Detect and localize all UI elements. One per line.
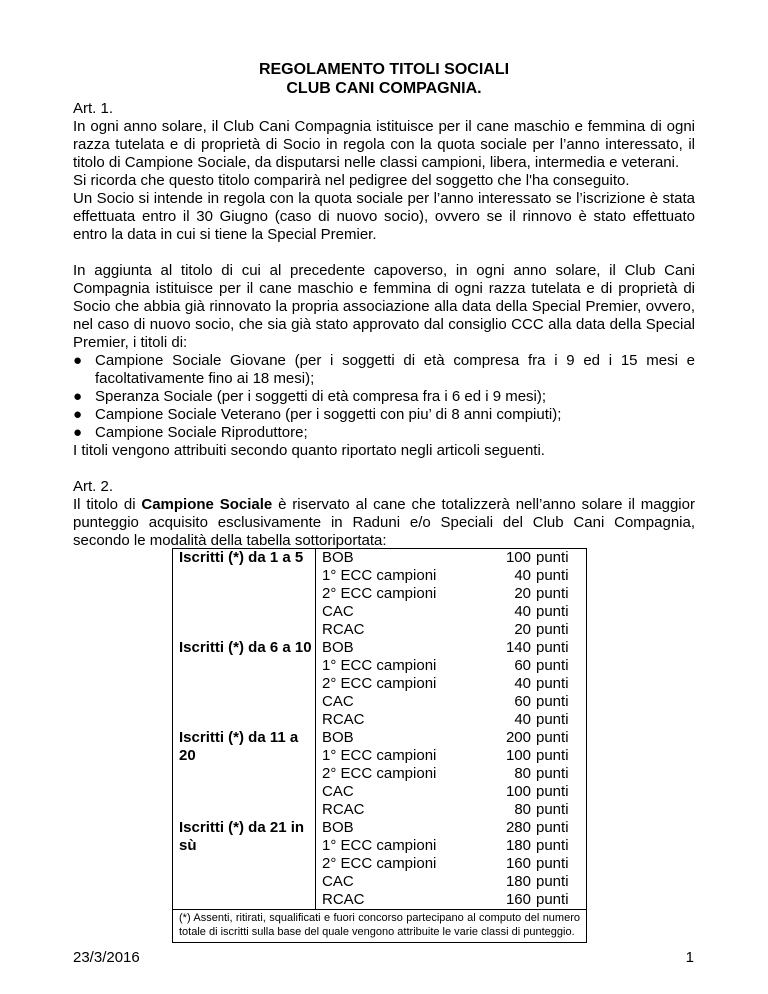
unit: punti [536, 819, 569, 836]
award-points: 160 [505, 891, 531, 908]
group-label: Iscritti (*) da 6 a 10 [173, 639, 316, 729]
award-name: BOB [322, 639, 354, 656]
group-label: Iscritti (*) da 21 in sù [173, 819, 316, 909]
table-group [173, 549, 586, 639]
unit: punti [536, 711, 569, 728]
unit: punti [536, 783, 569, 800]
bullet-icon: ● [73, 406, 83, 423]
table-row [322, 585, 586, 603]
table-row [322, 801, 586, 819]
award-points: 200 [505, 729, 531, 746]
table-row [322, 603, 586, 621]
table-row [322, 729, 586, 747]
award-name: 1° ECC campioni [322, 567, 437, 584]
list-item [73, 352, 695, 388]
award-points: 140 [505, 639, 531, 656]
unit: punti [536, 621, 569, 638]
table-row [322, 693, 586, 711]
art2-text-pre: Il titolo di [73, 496, 142, 513]
award-points: 100 [505, 783, 531, 800]
art1-paragraph-4: In aggiunta al titolo di cui al precedente capoverso, in ogni anno solare, il Club Cani Compagnia istituisce per il cane maschio e femmina di ogni razza tutelata e di proprietà di Socio che abbia già rinnovato la propria associazione alla data della Special Premier, ovvero, nel caso di nuovo socio, che sia già stato approvato dal consiglio CCC alla data della Special Premier, i titoli di: [73, 262, 695, 351]
award-name: CAC [322, 873, 354, 890]
title-list [73, 352, 695, 442]
title-line-1: REGOLAMENTO TITOLI SOCIALI [258, 61, 510, 78]
art1-heading: Art. 1. [73, 100, 114, 117]
award-name: 2° ECC campioni [322, 855, 437, 872]
footer-date: 23/3/2016 [73, 949, 140, 966]
award-points: 100 [505, 549, 531, 566]
award-points: 280 [505, 819, 531, 836]
unit: punti [536, 657, 569, 674]
unit: punti [536, 837, 569, 854]
table-row [322, 855, 586, 873]
award-points: 20 [514, 621, 531, 638]
award-points: 60 [514, 693, 531, 710]
award-points: 40 [514, 711, 531, 728]
unit: punti [536, 765, 569, 782]
award-name: CAC [322, 693, 354, 710]
table-group [173, 819, 586, 909]
award-points: 20 [514, 585, 531, 602]
art2-text-bold: Campione Sociale [141, 496, 273, 513]
art2-paragraph-1 [73, 496, 695, 550]
art1-paragraph-3: Un Socio si intende in regola con la quota sociale per l’anno interessato se l’iscrizione è stata effettuata entro il 30 Giugno (caso di nuovo socio), ovvero se il rinnovo è stato effettuato entro la data in cui si tiene la Special Premier. [73, 190, 695, 243]
award-points: 80 [514, 765, 531, 782]
bullet-icon: ● [73, 388, 83, 405]
award-points: 80 [514, 801, 531, 818]
document-body [73, 60, 695, 550]
unit: punti [536, 585, 569, 602]
unit: punti [536, 567, 569, 584]
award-name: 1° ECC campioni [322, 747, 437, 764]
table-row [322, 837, 586, 855]
page-number: 1 [685, 949, 694, 966]
table-row [322, 639, 586, 657]
award-name: 1° ECC campioni [322, 837, 437, 854]
title-line-2: CLUB CANI COMPAGNIA. [286, 80, 482, 97]
unit: punti [536, 801, 569, 818]
art2-heading: Art. 2. [73, 478, 114, 495]
award-name: RCAC [322, 801, 365, 818]
art2-text-post: è riservato al cane che totalizzerà nell’anno solare il maggior punteggio acquisito esclusivamente in Raduni e/o Speciali del Club Cani Compagnia, secondo le modalità della tabella sottoriportata: [73, 496, 695, 549]
unit: punti [536, 693, 569, 710]
table-row [322, 747, 586, 765]
bullet-icon: ● [73, 352, 83, 369]
group-label: Iscritti (*) da 1 a 5 [173, 549, 316, 639]
list-item [73, 424, 695, 442]
award-points: 180 [505, 837, 531, 854]
award-name: 2° ECC campioni [322, 675, 437, 692]
points-table [172, 548, 587, 943]
table-row [322, 657, 586, 675]
table-group [173, 639, 586, 729]
list-item [73, 406, 695, 424]
award-name: BOB [322, 819, 354, 836]
award-points: 100 [505, 747, 531, 764]
award-name: RCAC [322, 621, 365, 638]
table-row [322, 873, 586, 891]
award-points: 180 [505, 873, 531, 890]
unit: punti [536, 639, 569, 656]
bullet-icon: ● [73, 424, 83, 441]
award-points: 40 [514, 567, 531, 584]
award-name: RCAC [322, 711, 365, 728]
art1-paragraph-2: Si ricorda che questo titolo comparirà nel pedigree del soggetto che l'ha conseguito. [73, 172, 630, 189]
award-name: RCAC [322, 891, 365, 908]
unit: punti [536, 729, 569, 746]
table-group [173, 729, 586, 819]
art1-paragraph-5: I titoli vengono attribuiti secondo quanto riportato negli articoli seguenti. [73, 442, 545, 459]
list-item [73, 388, 695, 406]
document-title [73, 60, 695, 98]
table-row [322, 567, 586, 585]
table-row [322, 891, 586, 909]
group-label: Iscritti (*) da 11 a 20 [173, 729, 316, 819]
award-name: BOB [322, 729, 354, 746]
award-name: CAC [322, 603, 354, 620]
list-item-text: Campione Sociale Giovane (per i soggetti di età compresa fra i 9 ed i 15 mesi e facoltativamente fino ai 18 mesi); [95, 352, 695, 387]
list-item-text: Campione Sociale Veterano (per i soggetti con piu’ di 8 anni compiuti); [95, 406, 562, 423]
table-row [322, 549, 586, 567]
unit: punti [536, 675, 569, 692]
unit: punti [536, 549, 569, 566]
art1-paragraph-1: In ogni anno solare, il Club Cani Compagnia istituisce per il cane maschio e femmina di ogni razza tutelata e di proprietà di Socio in regola con la quota sociale per l’anno interessato, il titolo di Campione Sociale, da disputarsi nelle classi campioni, libera, intermedia e veterani. [73, 118, 695, 171]
award-name: BOB [322, 549, 354, 566]
award-points: 60 [514, 657, 531, 674]
unit: punti [536, 891, 569, 908]
list-item-text: Speranza Sociale (per i soggetti di età compresa fra i 6 ed i 9 mesi); [95, 388, 547, 405]
award-name: 2° ECC campioni [322, 585, 437, 602]
award-name: CAC [322, 783, 354, 800]
table-row [322, 675, 586, 693]
table-row [322, 711, 586, 729]
table-row [322, 819, 586, 837]
award-points: 160 [505, 855, 531, 872]
unit: punti [536, 747, 569, 764]
table-row [322, 621, 586, 639]
table-row [322, 765, 586, 783]
unit: punti [536, 855, 569, 872]
award-name: 1° ECC campioni [322, 657, 437, 674]
award-points: 40 [514, 603, 531, 620]
award-name: 2° ECC campioni [322, 765, 437, 782]
unit: punti [536, 603, 569, 620]
award-points: 40 [514, 675, 531, 692]
list-item-text: Campione Sociale Riproduttore; [95, 424, 308, 441]
table-row [322, 783, 586, 801]
table-footnote: (*) Assenti, ritirati, squalificati e fuori concorso partecipano al computo del numero totale di iscritti sulla base del quale vengono attribuite le varie classi di punteggio. [173, 909, 586, 942]
unit: punti [536, 873, 569, 890]
